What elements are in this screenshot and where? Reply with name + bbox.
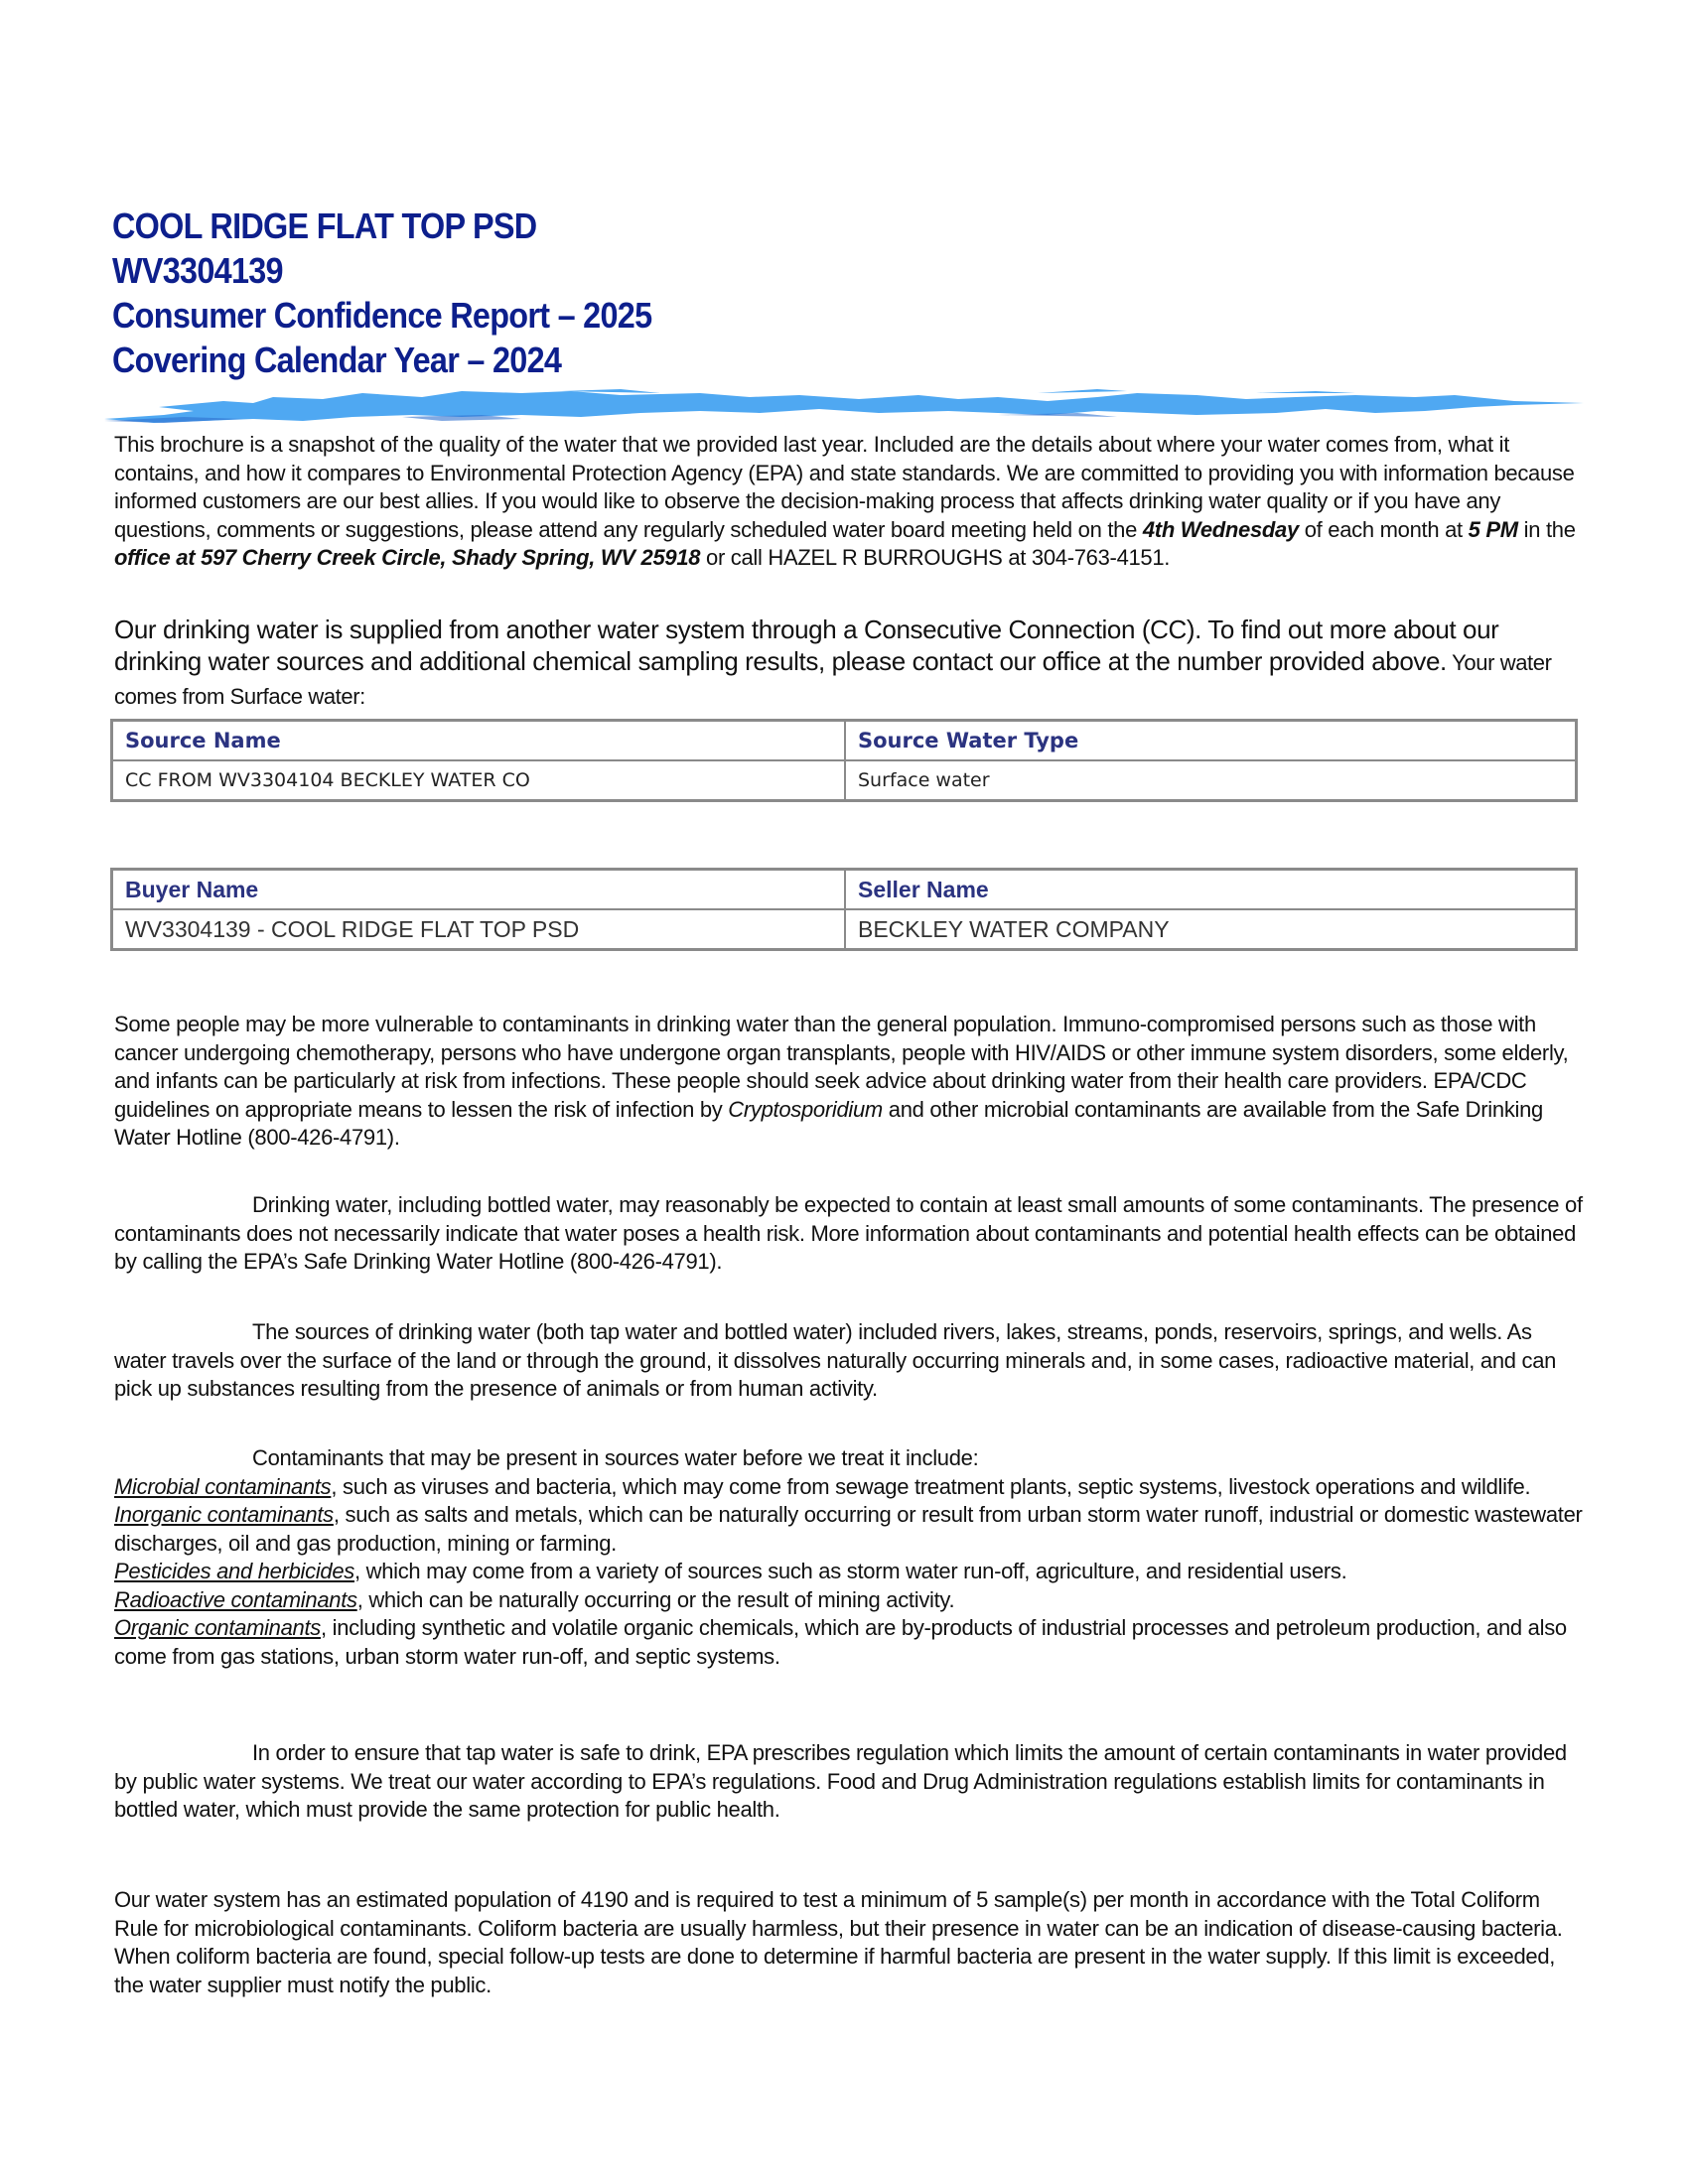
table-header-row bbox=[112, 721, 1577, 761]
epa-regulation-paragraph bbox=[114, 1739, 1584, 1825]
buyer-seller-table bbox=[110, 868, 1578, 951]
seller-name-cell: BECKLEY WATER COMPANY bbox=[845, 909, 1577, 950]
report-title: Consumer Confidence Report – 2025 bbox=[112, 295, 652, 336]
organism-name: Cryptosporidium bbox=[728, 1096, 883, 1122]
population-text: Our water system has an estimated population of bbox=[114, 1887, 581, 1912]
coliform-testing-paragraph bbox=[114, 1886, 1584, 1999]
contaminant-item-microbial bbox=[114, 1473, 1584, 1502]
system-name: COOL RIDGE FLAT TOP PSD bbox=[112, 205, 537, 246]
contaminant-desc: , which may come from a variety of sources such as storm water run-off, agriculture, and residential users. bbox=[353, 1559, 1347, 1583]
report-coverage-year: Covering Calendar Year – 2024 bbox=[112, 340, 562, 380]
table-row bbox=[112, 909, 1577, 950]
epa-text: In order to ensure that tap water is safe to drink, EPA prescribes regulation which limits the amount of certain contaminants in water provided by public water systems. We treat our water according to EPA’s regulations. Food and Drug Administration regulations establish limits for contaminants in bottled water, which must provide the same protection for public health. bbox=[114, 1740, 1567, 1822]
contaminant-term: Organic contaminants bbox=[114, 1615, 321, 1640]
contaminant-desc: , such as viruses and bacteria, which may come from sewage treatment plants, septic systems, livestock operations and wildlife. bbox=[331, 1473, 1531, 1499]
contaminant-item-inorganic bbox=[114, 1501, 1584, 1558]
vulnerable-text: and other microbial contaminants are available from the Safe Drinking Water Hotline (800-426-4791). bbox=[114, 1096, 1543, 1150]
table-row bbox=[112, 760, 1577, 801]
meeting-place: office at 597 Cherry Creek Circle, Shady Spring, WV 25918 bbox=[114, 545, 701, 570]
vulnerable-text: Some people may be more vulnerable to contaminants in drinking water than the general population. Immuno-compromised persons such as those with cancer undergoing chemotherapy, persons who have undergone organ transplants, people with HIV/AIDS or other immune system disorders, some elderly, and infants can be particularly at risk from infections. These people should seek advice about drinking water from their health care providers. EPA/CDC guidelines on appropriate means to lessen the risk of infection by bbox=[114, 1012, 1569, 1122]
source-table bbox=[110, 719, 1578, 802]
source-water-type-cell: Surface water bbox=[845, 760, 1577, 801]
column-header-source-name: Source Name bbox=[112, 721, 846, 761]
intro-text: of each month at bbox=[1298, 516, 1469, 542]
bottled-text: Drinking water, including bottled water, may reasonably be expected to contain at least small amounts of some contaminants. The presence of contaminants does not necessarily indicate that water poses a health risk. More information about contaminants and potential health effects can be obtained by calling the EPA’s Safe Drinking Water Hotline (800-426-4791). bbox=[114, 1192, 1583, 1274]
contaminant-term: Radioactive contaminants bbox=[114, 1586, 357, 1612]
contaminant-item-pesticides bbox=[114, 1558, 1584, 1586]
population-text: and is required to test a minimum of bbox=[628, 1887, 977, 1912]
bottled-water-paragraph bbox=[114, 1191, 1584, 1277]
contaminant-term: Inorganic contaminants bbox=[114, 1502, 334, 1527]
contaminants-intro-text: Contaminants that may be present in sources water before we treat it include: bbox=[252, 1445, 979, 1470]
report-header bbox=[112, 204, 651, 382]
vulnerable-populations-paragraph bbox=[114, 1011, 1584, 1153]
intro-paragraph bbox=[114, 431, 1584, 573]
meeting-day: 4th Wednesday bbox=[1142, 516, 1299, 542]
sources-text: The sources of drinking water (both tap water and bottled water) included rivers, lakes, streams, ponds, reservoirs, springs, and wells. As water travels over the surface of the land or through the ground, it dissolves naturally occurring minerals and, in some cases, radioactive material, and can pick up substances resulting from the presence of animals or from human activity. bbox=[114, 1319, 1557, 1401]
water-sources-paragraph bbox=[114, 1318, 1584, 1404]
water-splash-decoration bbox=[104, 387, 1584, 427]
table-header-row bbox=[112, 870, 1577, 910]
contaminants-intro bbox=[114, 1444, 1584, 1473]
contaminant-desc: , which can be naturally occurring or the result of mining activity. bbox=[356, 1586, 955, 1612]
buyer-name-cell: WV3304139 - COOL RIDGE FLAT TOP PSD bbox=[112, 909, 846, 950]
column-header-seller-name: Seller Name bbox=[845, 870, 1577, 910]
intro-text: This brochure is a snapshot of the quality of the water that we provided last year. Included are the details about where your water comes from, what it contains, and how it compares to Environmental Protection Agency (EPA) and state standards. We are committed to providing you with information because informed customers are our best allies. If you would like to observe the decision-making process that affects drinking water quality or if you have any questions, comments or suggestions, please attend any regularly scheduled water board meeting held on the bbox=[114, 432, 1575, 542]
contaminant-desc: , such as salts and metals, which can be naturally occurring or result from urban storm water runoff, industrial or domestic wastewater discharges, oil and gas production, mining or farming. bbox=[114, 1502, 1583, 1556]
contaminant-item-radioactive bbox=[114, 1586, 1584, 1615]
contaminant-desc: , including synthetic and volatile organic chemicals, which are by-products of industrial processes and petroleum production, and also come from gas stations, urban storm water run-off, and septic systems. bbox=[114, 1615, 1567, 1669]
population-text: sample(s) per month in accordance with the Total Coliform Rule for microbiological contaminants. Coliform bacteria are usually harmless, but their presence in water can be an indication of disease-causing bacteria. When coliform bacteria are found, special follow-up tests are done to determine if harmful bacteria are present in the water supply. If this limit is exceeded, the water supplier must notify the public. bbox=[114, 1887, 1563, 1997]
meeting-time: 5 PM bbox=[1468, 516, 1518, 542]
contaminant-term: Microbial contaminants bbox=[114, 1473, 332, 1499]
contact-info: or call HAZEL R BURROUGHS at 304-763-4151. bbox=[700, 545, 1171, 570]
intro-text: in the bbox=[1517, 516, 1576, 542]
column-header-buyer-name: Buyer Name bbox=[112, 870, 846, 910]
column-header-source-water-type: Source Water Type bbox=[845, 721, 1577, 761]
consecutive-connection-paragraph bbox=[114, 614, 1584, 713]
contaminants-section bbox=[114, 1444, 1584, 1671]
contaminant-term: Pesticides and herbicides bbox=[114, 1559, 354, 1583]
cc-text: Our drinking water is supplied from another water system through a Consecutive Connection (CC). To find out more about our drinking water sources and additional chemical sampling results, please contact our office at the number provided above. bbox=[114, 614, 1499, 676]
contaminant-item-organic bbox=[114, 1614, 1584, 1671]
source-sentence: Your water comes from Surface water: bbox=[114, 650, 1552, 709]
sample-count: 5 bbox=[976, 1887, 989, 1912]
population-value: 4190 bbox=[580, 1887, 629, 1912]
system-id: WV3304139 bbox=[112, 250, 283, 291]
source-name-cell: CC FROM WV3304104 BECKLEY WATER CO bbox=[112, 760, 846, 801]
